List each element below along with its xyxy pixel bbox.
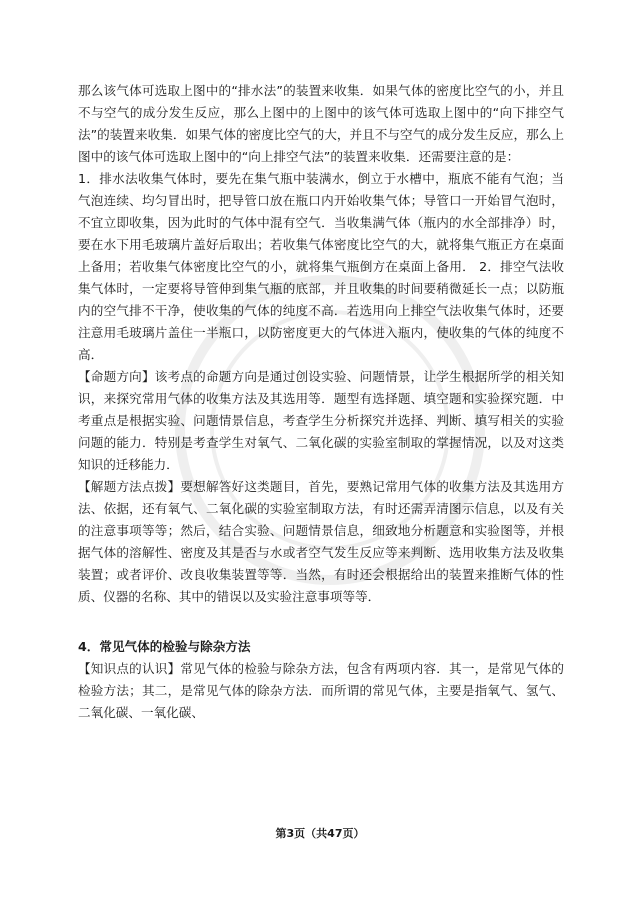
proposition-text: 该考点的命题方向是通过创设实验、问题情景，让学生根据所学的相关知识，来探究常用气体的收集方法及其选用等．题型有选择题、填空题和实验探究题．中考重点是根据实验、问题情景信息，考查学生分析探究并选择、判断、填写相关的实验问题的能力．特别是考查学生对氧气、二氧化碳的实验室制取的掌握情况，以及对这类知识的迁移能力． bbox=[78, 369, 565, 472]
proposition-label: 【命题方向】 bbox=[78, 369, 155, 384]
knowledge-text: 常见气体的检验与除杂方法，包含有两项内容．其一，是常见气体的检验方法；其二，是常见气体的除杂方法．而所谓的常见气体，主要是指氧气、氢气、二氧化碳、一氧化碳、 bbox=[78, 661, 565, 720]
method-label: 【解题方法点拨】 bbox=[78, 479, 181, 494]
paragraph-collection-intro: 那么该气体可选取上图中的“排水法”的装置来收集．如果气体的密度比空气的小，并且不与空气的成分发生反应，那么上图中的上图中的该气体可选取上图中的“向下排空气法”的装置来收集．如果气体的密度比空气的大，并且不与空气的成分发生反应，那么上图中的该气体可选取上图中的“向上排空气法”的装置来收集．还需要注意的是： bbox=[78, 83, 564, 164]
knowledge-label: 【知识点的认识】 bbox=[78, 661, 181, 676]
paragraph-method bbox=[78, 476, 564, 608]
method-text: 要想解答好这类题目，首先，要熟记常用气体的收集方法及其选用方法、依据，还有氧气、二氧化碳的实验室制取方法，有时还需弄清图示信息，以及有关的注意事项等等；然后，结合实验、问题情景信息，细致地分析题意和实验图等，并根据气体的溶解性、密度及其是否与水或者空气发生反应等来判断、选用收集方法及收集装置；或者评价、改良收集装置等等．当然，有时还会根据给出的装置来推断气体的性质、仪器的名称、其中的错误以及实验注意事项等等． bbox=[78, 479, 565, 604]
section-title: 4．常见气体的检验与除杂方法 bbox=[78, 639, 251, 654]
paragraph-collection-notes: 1．排水法收集气体时，要先在集气瓶中装满水，倒立于水槽中，瓶底不能有气泡；当气泡连续、均匀冒出时，把导管口放在瓶口内开始收集气体；导管口一开始冒气泡时，不宜立即收集，因为此时的气体中混有空气．当收集满气体（瓶内的水全部排净）时，要在水下用毛玻璃片盖好后取出；若收集气体密度比空气的大，就将集气瓶正方在桌面上备用；若收集气体密度比空气的小，就将集气瓶倒方在桌面上备用． 2．排空气法收集气体时，一定要将导管伸到集气瓶的底部，并且收集的时间要稍微延长一点；以防瓶内的空气排不干净，使收集的气体的纯度不高．若选用向上排空气法收集气体时，还要注意用毛玻璃片盖住一半瓶口，以防密度更大的气体进入瓶内，使收集的气体的纯度不高． bbox=[78, 171, 564, 362]
page-footer: 第3页（共47页） bbox=[275, 827, 365, 840]
paragraph-knowledge bbox=[78, 658, 564, 724]
main-content bbox=[78, 80, 564, 724]
paragraph-proposition bbox=[78, 366, 564, 476]
